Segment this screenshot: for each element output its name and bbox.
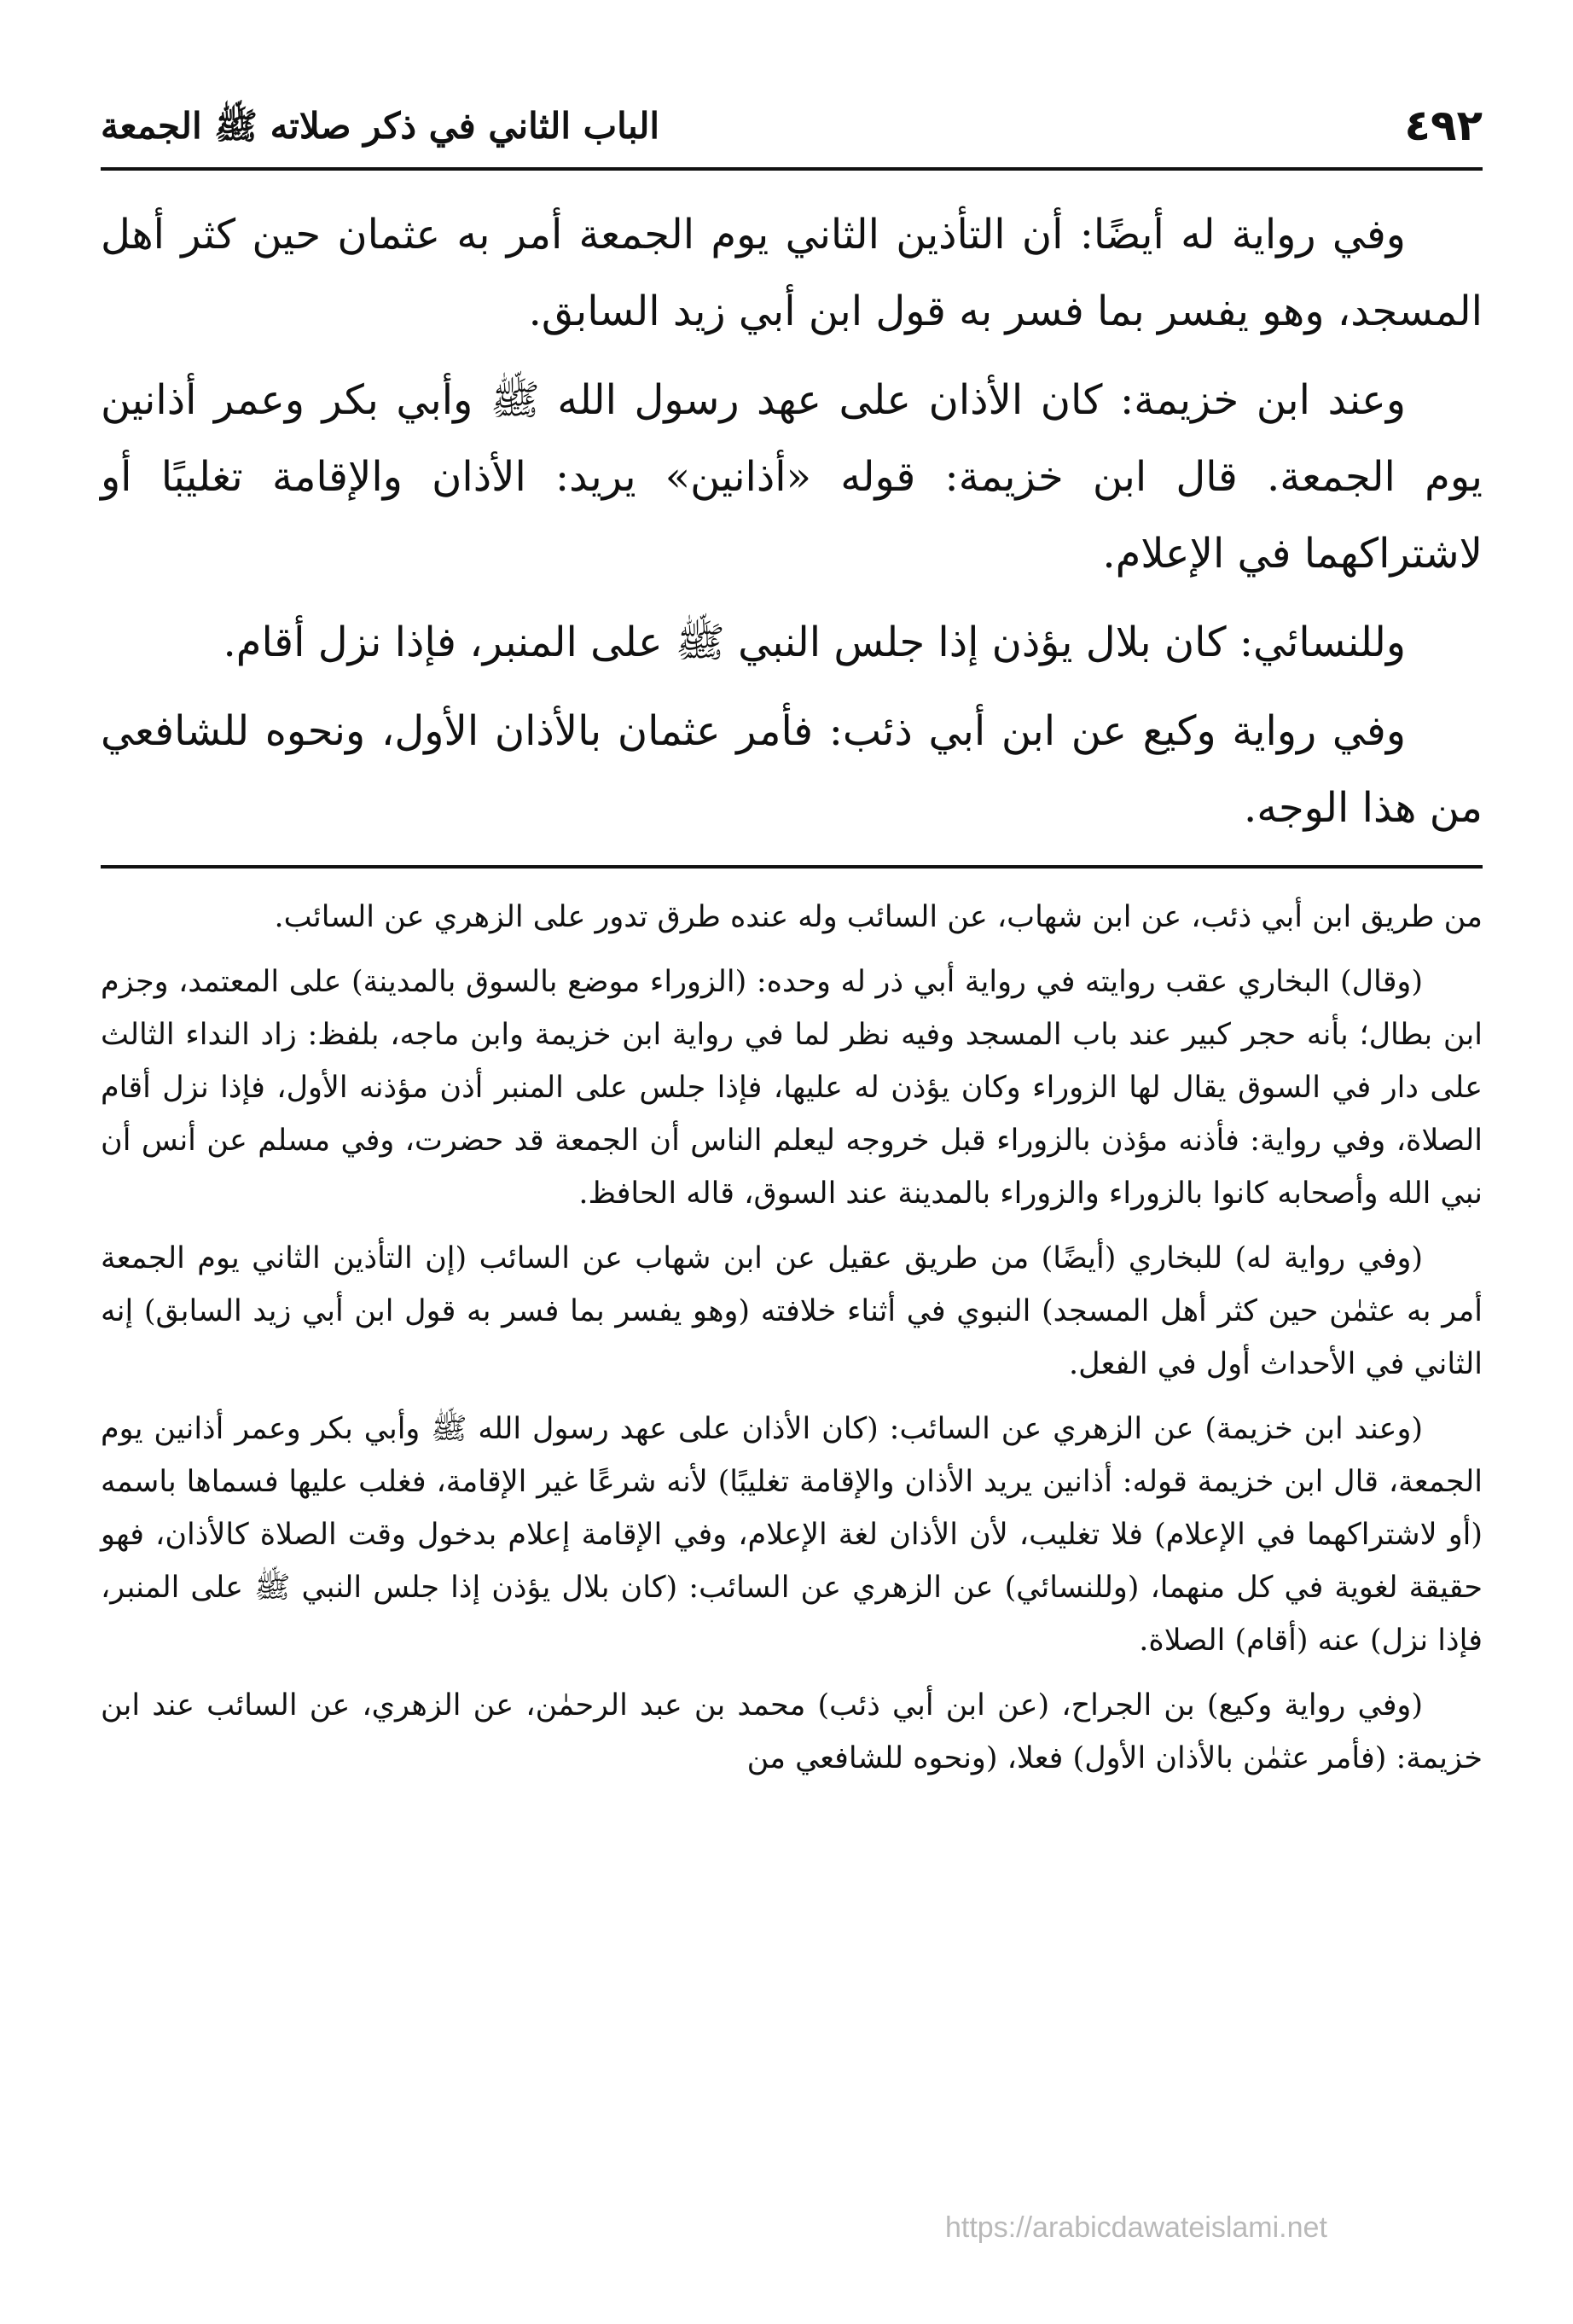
- page-number: ٤٩٢: [1404, 101, 1483, 150]
- commentary-text: [101, 891, 1483, 1785]
- main-paragraph: وفي رواية وكيع عن ابن أبي ذئب: فأمر عثمان بالأذان الأول، ونحوه للشافعي من هذا الوجه.: [101, 707, 1483, 832]
- watermark-url: https://arabicdawateislami.net: [945, 2211, 1327, 2244]
- page-header: [101, 85, 1483, 171]
- commentary-paragraph: من طريق ابن أبي ذئب، عن ابن شهاب، عن السائب وله عنده طرق تدور على الزهري عن السائب.: [274, 900, 1483, 934]
- commentary-paragraph: (وفي رواية له) للبخاري (أيضًا) من طريق عقيل عن ابن شهاب عن السائب (إن التأذين الثاني يوم الجمعة أمر به عثمٰن حين كثر أهل المسجد) النبوي في أثناء خلافته (وهو يفسر بما فسر به قول ابن أبي زيد السابق) إنه الثاني في الأحداث أول في الفعل.: [101, 1241, 1483, 1381]
- main-paragraph: وعند ابن خزيمة: كان الأذان على عهد رسول الله ﷺ وأبي بكر وعمر أذانين يوم الجمعة. قال ابن خزيمة: قوله «أذانين» يريد: الأذان والإقامة تغليبًا أو لاشتراكهما في الإعلام.: [101, 376, 1483, 578]
- book-page: [101, 85, 1483, 2304]
- main-paragraph: وفي رواية له أيضًا: أن التأذين الثاني يوم الجمعة أمر به عثمان حين كثر أهل المسجد، وهو يفسر بما فسر به قول ابن أبي زيد السابق.: [101, 211, 1483, 335]
- commentary-paragraph: (وقال) البخاري عقب روايته في رواية أبي ذر له وحده: (الزوراء موضع بالسوق بالمدينة) على المعتمد، وجزم ابن بطال؛ بأنه حجر كبير عند باب المسجد وفيه نظر لما في رواية ابن خزيمة وابن ماجه، بلفظ: زاد النداء الثالث على دار في السوق يقال لها الزوراء وكان يؤذن له عليها، فإذا جلس على المنبر أذن مؤذنه الأول، فإذا نزل أقام الصلاة، وفي رواية: فأذنه مؤذن بالزوراء قبل خروجه ليعلم الناس أن الجمعة قد حضرت، وفي مسلم عن أنس أن نبي الله وأصحابه كانوا بالزوراء والزوراء بالمدينة عند السوق، قاله الحافظ.: [101, 965, 1483, 1211]
- main-paragraph: وللنسائي: كان بلال يؤذن إذا جلس النبي ﷺ على المنبر، فإذا نزل أقام.: [223, 619, 1406, 666]
- footnote-separator: [101, 865, 1483, 869]
- commentary-paragraph: (وعند ابن خزيمة) عن الزهري عن السائب: (كان الأذان على عهد رسول الله ﷺ وأبي بكر وعمر أذانين يوم الجمعة، قال ابن خزيمة قوله: أذانين يريد الأذان والإقامة تغليبًا) لأنه شرعًا غير الإقامة، فغلب عليها فسماها باسمه (أو لاشتراكهما في الإعلام) فلا تغليب، لأن الأذان لغة الإعلام، وفي الإقامة إعلام بدخول وقت الصلاة كالأذان، فهو حقيقة لغوية في كل منهما، (وللنسائي) عن الزهري عن السائب: (كان بلال يؤذن إذا جلس النبي ﷺ على المنبر، فإذا نزل) عنه (أقام) الصلاة.: [101, 1412, 1483, 1658]
- main-text: [101, 196, 1483, 846]
- running-title: الباب الثاني في ذكر صلاته ﷺ الجمعة: [101, 105, 660, 147]
- commentary-paragraph: (وفي رواية وكيع) بن الجراح، (عن ابن أبي ذئب) محمد بن عبد الرحمٰن، عن الزهري، عن السائب عند ابن خزيمة: (فأمر عثمٰن بالأذان الأول) فعلا، (ونحوه للشافعي من: [101, 1688, 1483, 1775]
